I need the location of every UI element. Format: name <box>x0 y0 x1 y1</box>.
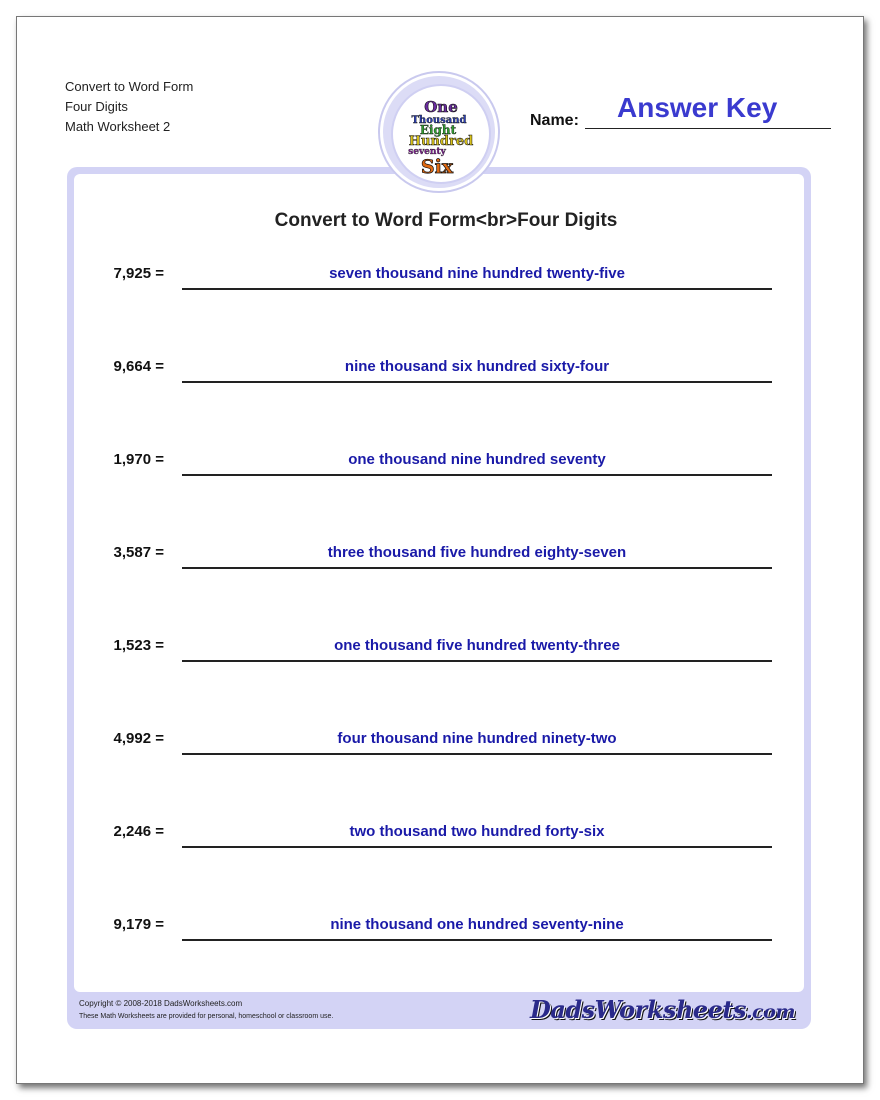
header-info <box>65 77 193 137</box>
problem-number: 9,179 = <box>113 916 164 933</box>
name-line <box>585 128 831 129</box>
number-words-logo <box>383 76 495 188</box>
badge-word-eight: Eight <box>419 123 457 137</box>
header-sheet-number: Math Worksheet 2 <box>65 119 171 134</box>
badge-word-six: Six <box>420 156 454 178</box>
answer-key-label: Answer Key <box>617 92 778 123</box>
problem-number: 9,664 = <box>113 358 164 375</box>
problem-number: 7,925 = <box>113 265 164 282</box>
answer-line <box>182 474 772 476</box>
problem-row <box>74 253 818 293</box>
site-logo <box>530 995 795 1024</box>
problem-number: 1,523 = <box>113 637 164 654</box>
worksheet-title: Convert to Word Form<br>Four Digits <box>274 210 618 231</box>
footer <box>67 993 811 1029</box>
usage-notice: These Math Worksheets are provided for personal, homeschool or classroom use. <box>79 1013 334 1020</box>
topic-badge <box>380 73 498 191</box>
problem-answer: four thousand nine hundred ninety-two <box>337 730 617 747</box>
problem-answer: seven thousand nine hundred twenty-five <box>329 265 625 282</box>
answer-line <box>182 288 772 290</box>
logo-dads: Dads <box>530 995 595 1024</box>
problem-answer: one thousand nine hundred seventy <box>348 451 606 468</box>
header-subtopic: Four Digits <box>65 99 128 114</box>
problem-answer: nine thousand one hundred seventy-nine <box>330 916 624 933</box>
problem-number: 1,970 = <box>113 451 164 468</box>
answer-line <box>182 381 772 383</box>
problem-row <box>74 625 818 665</box>
answer-line <box>182 660 772 662</box>
problem-row <box>74 346 818 386</box>
problem-answer: two thousand two hundred forty-six <box>349 823 605 840</box>
badge-word-seventy: seventy <box>408 147 446 157</box>
problem-row <box>74 811 818 851</box>
name-label: Name: <box>530 112 579 129</box>
problem-row <box>74 532 818 572</box>
answer-line <box>182 846 772 848</box>
problem-number: 2,246 = <box>113 823 164 840</box>
header-topic: Convert to Word Form <box>65 79 194 94</box>
badge-word-one: One <box>424 98 458 116</box>
worksheet-page <box>16 16 864 1084</box>
problem-row <box>74 718 818 758</box>
badge-word-hundred: Hundred <box>408 134 474 149</box>
answer-line <box>182 753 772 755</box>
logo-dotcom: .com <box>746 1001 795 1023</box>
problem-answer: nine thousand six hundred sixty-four <box>344 358 610 375</box>
worksheet-content <box>74 174 804 992</box>
problem-row <box>74 904 818 944</box>
badge-word-thousand: Thousand <box>411 115 467 126</box>
problem-answer: three thousand five hundred eighty-seven <box>327 544 627 561</box>
logo-worksheets: Worksheets <box>594 995 747 1024</box>
problem-number: 3,587 = <box>113 544 164 561</box>
answer-line <box>182 939 772 941</box>
copyright-text: Copyright © 2008-2018 DadsWorksheets.com <box>79 999 243 1008</box>
answer-line <box>182 567 772 569</box>
problem-answer: one thousand five hundred twenty-three <box>334 637 620 654</box>
problem-row <box>74 439 818 479</box>
worksheet-frame <box>67 167 811 1029</box>
problem-number: 4,992 = <box>113 730 164 747</box>
